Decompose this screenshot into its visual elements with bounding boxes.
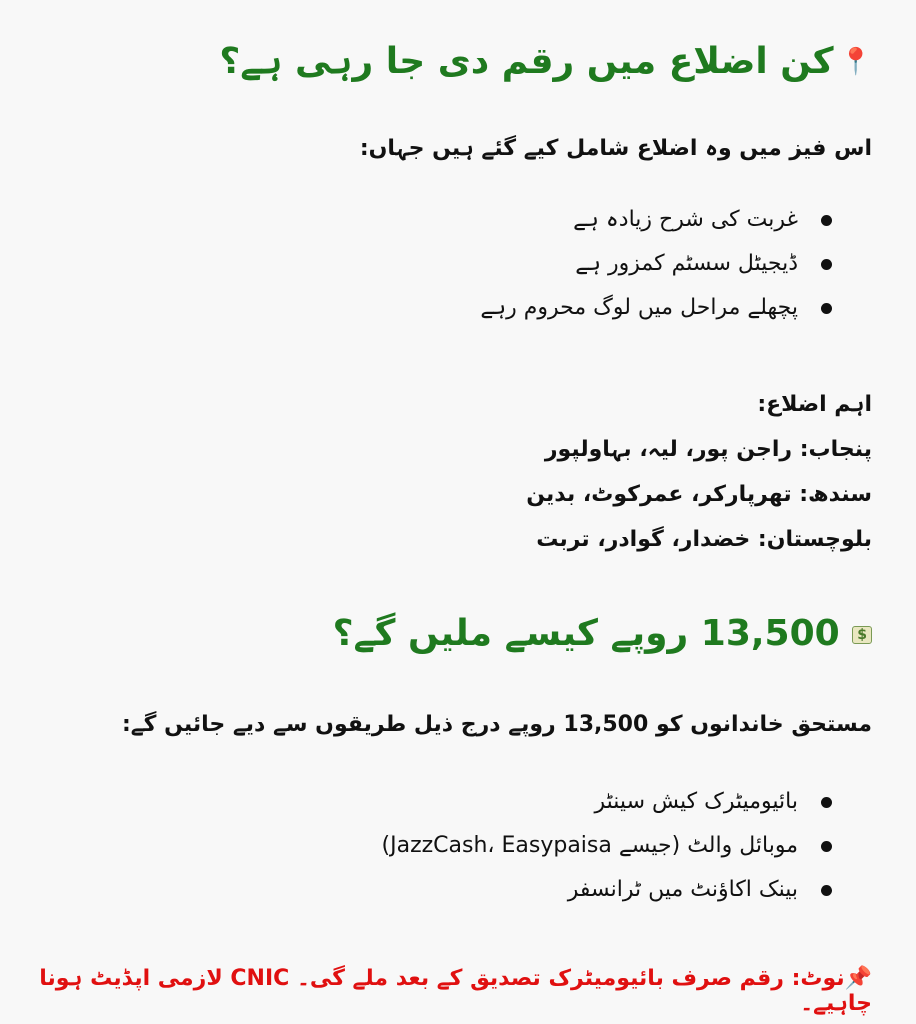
list-item: موبائل والٹ (جیسے JazzCash، Easypaisa) (382, 824, 833, 868)
list-item: ڈیجیٹل سسٹم کمزور ہے (480, 242, 832, 286)
balochistan-districts: بلوچستان: خضدار، گوادر، تربت (536, 527, 872, 552)
sindh-districts: سندھ: تھرپارکر، عمرکوٹ، بدین (526, 482, 872, 507)
round-pushpin-icon: 📍 (839, 47, 872, 78)
note (0, 966, 872, 1016)
punjab-districts: پنجاب: راجن پور، لیہ، بہاولپور (544, 437, 872, 462)
list-item: بائیومیٹرک کیش سینٹر (382, 780, 833, 824)
payment-intro: مستحق خاندانوں کو 13,500 روپے درج ذیل طریقوں سے دیے جائیں گے: (121, 712, 872, 737)
districts-intro: اس فیز میں وہ اضلاع شامل کیے گئے ہیں جہاں: (359, 136, 872, 161)
money-icon: $ (852, 626, 872, 645)
note-text: نوٹ: رقم صرف بائیومیٹرک تصدیق کے بعد ملے گی۔ CNIC لازمی اپڈیٹ ہونا چاہیے۔ (39, 966, 872, 1016)
heading-text: کن اضلاع میں رقم دی جا رہی ہے؟ (219, 41, 834, 82)
districts-block (526, 382, 872, 562)
heading-text: 13,500 روپے کیسے ملیں گے؟ (332, 613, 840, 654)
conditions-list (480, 198, 856, 330)
list-item: غربت کی شرح زیادہ ہے (480, 198, 832, 242)
section-heading-districts (219, 40, 872, 83)
list-item: پچھلے مراحل میں لوگ محروم رہے (480, 286, 832, 330)
list-item: بینک اکاؤنٹ میں ٹرانسفر (382, 868, 833, 912)
districts-title: اہم اضلاع: (757, 392, 872, 417)
pushpin-icon: 📌 (844, 966, 872, 991)
payment-methods-list (382, 780, 857, 912)
section-heading-payment (333, 612, 872, 655)
